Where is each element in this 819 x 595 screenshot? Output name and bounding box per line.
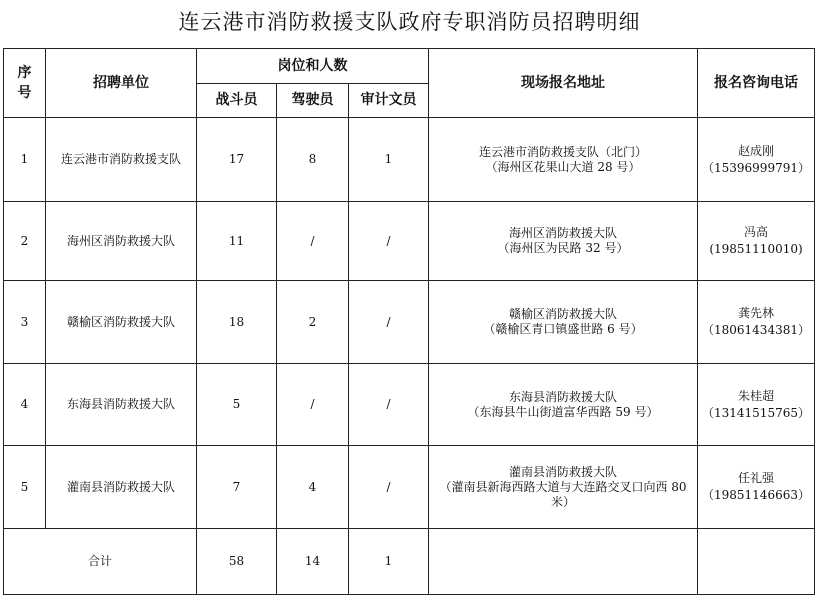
total-address-empty xyxy=(429,529,698,595)
row-address xyxy=(429,364,698,446)
address-line-1: 赣榆区消防救援大队 xyxy=(508,307,617,321)
row-unit: 海州区消防救援大队 xyxy=(46,202,197,281)
header-positions: 岗位和人数 xyxy=(197,49,429,84)
address-line-2: （赣榆区青口镇盛世路 6 号） xyxy=(483,322,643,336)
row-phone xyxy=(698,281,815,364)
row-phone xyxy=(698,364,815,446)
contact-phone: (19851110010) xyxy=(709,242,803,256)
table-row xyxy=(4,446,815,529)
row-audit: 1 xyxy=(349,118,429,202)
total-combat: 58 xyxy=(197,529,277,595)
contact-phone: （13141515765） xyxy=(702,405,810,420)
row-combat: 17 xyxy=(197,118,277,202)
total-row xyxy=(4,529,815,595)
address-line-2: （海州区为民路 32 号） xyxy=(497,241,629,255)
row-audit: / xyxy=(349,202,429,281)
row-phone xyxy=(698,202,815,281)
header-combat: 战斗员 xyxy=(197,84,277,118)
row-unit: 赣榆区消防救援大队 xyxy=(46,281,197,364)
row-phone xyxy=(698,446,815,529)
contact-name: 朱桂超 xyxy=(737,388,774,403)
row-no: 5 xyxy=(4,446,46,529)
row-unit: 灌南县消防救援大队 xyxy=(46,446,197,529)
row-address xyxy=(429,446,698,529)
table-row xyxy=(4,281,815,364)
row-unit: 连云港市消防救援支队 xyxy=(46,118,197,202)
row-driver: / xyxy=(277,364,349,446)
row-no: 2 xyxy=(4,202,46,281)
address-line-2: （海州区花果山大道 28 号） xyxy=(485,159,641,174)
row-driver: 8 xyxy=(277,118,349,202)
row-driver: 2 xyxy=(277,281,349,364)
row-address xyxy=(429,202,698,281)
table-row xyxy=(4,364,815,446)
header-unit: 招聘单位 xyxy=(46,49,197,118)
address-line-2: （东海县牛山街道富华西路 59 号） xyxy=(467,404,659,419)
header-no-label: 序号 xyxy=(17,65,32,101)
row-audit: / xyxy=(349,364,429,446)
row-driver: / xyxy=(277,202,349,281)
row-phone xyxy=(698,118,815,202)
total-driver: 14 xyxy=(277,529,349,595)
address-line-1: 东海县消防救援大队 xyxy=(508,389,617,404)
row-audit: / xyxy=(349,281,429,364)
row-combat: 5 xyxy=(197,364,277,446)
header-address: 现场报名地址 xyxy=(429,49,698,118)
row-combat: 18 xyxy=(197,281,277,364)
row-combat: 11 xyxy=(197,202,277,281)
total-label: 合计 xyxy=(4,529,197,595)
row-no: 3 xyxy=(4,281,46,364)
contact-phone: （19851146663） xyxy=(702,488,810,502)
header-row xyxy=(4,49,815,84)
address-line-1: 连云港市消防救援支队（北门） xyxy=(478,144,647,159)
header-driver: 驾驶员 xyxy=(277,84,349,118)
row-driver: 4 xyxy=(277,446,349,529)
contact-name: 赵成刚 xyxy=(737,143,774,158)
contact-phone: （15396999791） xyxy=(702,160,810,175)
page-title: 连云港市消防救援支队政府专职消防员招聘明细 xyxy=(178,10,641,34)
total-audit: 1 xyxy=(349,529,429,595)
contact-name: 龚先林 xyxy=(737,306,774,320)
row-address xyxy=(429,281,698,364)
recruitment-table xyxy=(3,48,815,595)
total-phone-empty xyxy=(698,529,815,595)
row-unit: 东海县消防救援大队 xyxy=(46,364,197,446)
table-row xyxy=(4,118,815,202)
row-address xyxy=(429,118,698,202)
row-combat: 7 xyxy=(197,446,277,529)
address-line-1: 海州区消防救援大队 xyxy=(508,226,617,240)
row-no: 1 xyxy=(4,118,46,202)
row-no: 4 xyxy=(4,364,46,446)
address-line-1: 灌南县消防救援大队 xyxy=(508,464,617,479)
contact-phone: （18061434381） xyxy=(702,323,810,337)
address-line-2: （灌南县新海西路大道与大连路交叉口向西 80 米） xyxy=(439,479,687,509)
header-no xyxy=(4,49,46,118)
row-audit: / xyxy=(349,446,429,529)
header-phone: 报名咨询电话 xyxy=(698,49,815,118)
table-row xyxy=(4,202,815,281)
header-audit: 审计文员 xyxy=(349,84,429,118)
contact-name: 冯高 xyxy=(743,225,768,239)
contact-name: 任礼强 xyxy=(737,471,774,485)
